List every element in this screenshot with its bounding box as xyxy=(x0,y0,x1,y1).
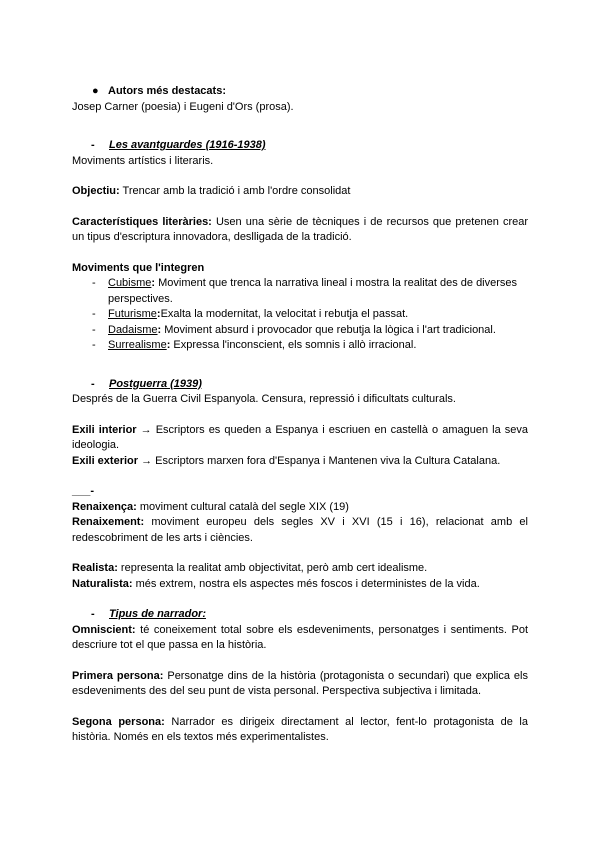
moviments-heading xyxy=(72,261,528,277)
moviment-name: Surrealisme xyxy=(108,339,167,351)
renaixenca-label: Renaixença: xyxy=(72,500,137,513)
narrador-heading-text: Tipus de narrador: xyxy=(109,608,206,620)
realista-label: Realista: xyxy=(72,562,118,574)
exili-exterior-label: Exili exterior xyxy=(72,454,139,467)
omniscient-text: té coneixement total sobre els esdeveniments, personatges i sentiments. Pot descriure tot el que passa en la història. xyxy=(72,623,528,651)
dash-marker: - xyxy=(92,323,96,336)
moviments-list xyxy=(72,276,528,354)
caracteristiques-label: Característiques literàries: xyxy=(72,215,212,228)
spacer xyxy=(72,354,528,369)
moviment-colon: : xyxy=(151,277,156,289)
spacer xyxy=(72,369,528,377)
spacer xyxy=(72,246,528,261)
moviment-name: Dadaisme xyxy=(108,323,158,336)
spacer xyxy=(72,592,528,607)
renaixement-label: Renaixement: xyxy=(72,516,145,528)
spacer xyxy=(72,200,528,215)
caracteristiques-paragraph xyxy=(72,215,528,246)
postguerra-heading-text: Postguerra (1939) xyxy=(109,377,202,390)
renaixenca-text: moviment cultural català del segle XIX (19) xyxy=(136,500,349,513)
exili-interior-label: Exili interior xyxy=(72,423,137,436)
moviments-heading-text: Moviments que l'integren xyxy=(72,261,205,274)
omniscient-paragraph xyxy=(72,623,528,654)
naturalista-paragraph xyxy=(72,577,528,593)
dash-marker: - xyxy=(92,277,96,289)
dash-marker: - xyxy=(91,608,95,620)
spacer xyxy=(72,130,528,138)
autors-text: Josep Carner (poesia) i Eugeni d'Ors (prosa). xyxy=(72,100,294,113)
objectiu-label: Objectiu: xyxy=(72,185,120,197)
list-item xyxy=(72,276,528,307)
bullet-icon: ● xyxy=(92,85,99,97)
moviment-name: Futurisme xyxy=(108,308,157,320)
postguerra-heading xyxy=(72,377,528,393)
caracteristiques-text: Usen una sèrie de tècniques i de recursos que pretenen crear un tipus d'escriptura innovadora, deslligada de la tradició. xyxy=(72,215,529,243)
objectiu-text: Trencar amb la tradició i amb l'ordre consolidat xyxy=(119,185,351,197)
renaixement-text: moviment europeu dels segles XV i XVI (15 i 16), relacionat amb el redescobriment de les arts i ciències. xyxy=(72,516,528,544)
renaixenca-paragraph xyxy=(72,500,528,516)
spacer xyxy=(72,115,528,130)
objectiu-paragraph xyxy=(72,184,528,200)
segona-persona-paragraph xyxy=(72,715,528,746)
realista-text: representa la realitat amb objectivitat, però amb cert idealisme. xyxy=(117,562,428,574)
moviment-colon: : xyxy=(156,308,161,320)
autors-heading xyxy=(72,84,528,100)
realista-paragraph xyxy=(72,561,528,577)
avantguardes-intro: Moviments artístics i literaris. xyxy=(72,154,214,167)
exili-interior-text: → Escriptors es queden a Espanya i escriuen en castellà o amaguen la seva ideologia. xyxy=(72,423,528,451)
spacer xyxy=(72,408,528,423)
avantguardes-heading xyxy=(72,138,528,154)
moviment-text: Moviment que trenca la narrativa lineal i mostra la realitat des de diverses perspectives. xyxy=(108,277,518,305)
separator-text: ___- xyxy=(72,485,95,497)
omniscient-label: Omniscient: xyxy=(72,623,136,636)
moviment-text: Moviment absurd i provocador que rebutja la lògica i l'art tradicional. xyxy=(161,323,496,336)
moviment-colon: : xyxy=(157,323,162,336)
list-item xyxy=(72,338,528,354)
moviment-colon: : xyxy=(166,339,171,351)
segona-persona-text: Narrador es dirigeix directament al lector, fent-lo protagonista de la història. Només en els textos més experimentalistes. xyxy=(72,715,528,743)
naturalista-label: Naturalista: xyxy=(72,577,133,590)
avantguardes-heading-text: Les avantguardes (1916-1938) xyxy=(109,139,266,151)
spacer xyxy=(72,546,528,561)
exili-exterior-text: → Escriptors marxen fora d'Espanya i Mantenen viva la Cultura Catalana. xyxy=(138,454,501,467)
autors-heading-text: Autors més destacats: xyxy=(108,85,226,97)
document-page xyxy=(72,84,528,746)
primera-persona-text: Personatge dins de la història (protagonista o secundari) que explica els esdeveniments des del seu punt de vista personal. Perspectiva subjectiva i limitada. xyxy=(72,669,528,697)
dash-marker: - xyxy=(91,377,95,390)
list-item xyxy=(72,323,528,339)
dash-marker: - xyxy=(92,339,96,351)
spacer xyxy=(72,169,528,184)
dash-marker: - xyxy=(92,308,96,320)
moviment-text: Expressa l'inconscient, els somnis i allò irracional. xyxy=(170,339,417,351)
separator xyxy=(72,484,528,500)
exili-interior-paragraph xyxy=(72,423,528,454)
spacer xyxy=(72,654,528,669)
moviment-name: Cubisme xyxy=(108,277,152,289)
exili-exterior-paragraph xyxy=(72,454,528,470)
spacer xyxy=(72,700,528,715)
dash-marker: - xyxy=(91,139,95,151)
spacer xyxy=(72,469,528,484)
segona-persona-label: Segona persona: xyxy=(72,715,165,728)
moviment-text: Exalta la modernitat, la velocitat i rebutja el passat. xyxy=(160,308,409,320)
list-item xyxy=(72,307,528,323)
primera-persona-label: Primera persona: xyxy=(72,669,164,682)
postguerra-intro: Després de la Guerra Civil Espanyola. Censura, repressió i dificultats culturals. xyxy=(72,393,456,405)
narrador-heading xyxy=(72,607,528,623)
naturalista-text: més extrem, nostra els aspectes més foscos i deterministes de la vida. xyxy=(132,577,480,590)
primera-persona-paragraph xyxy=(72,669,528,700)
renaixement-paragraph xyxy=(72,515,528,546)
